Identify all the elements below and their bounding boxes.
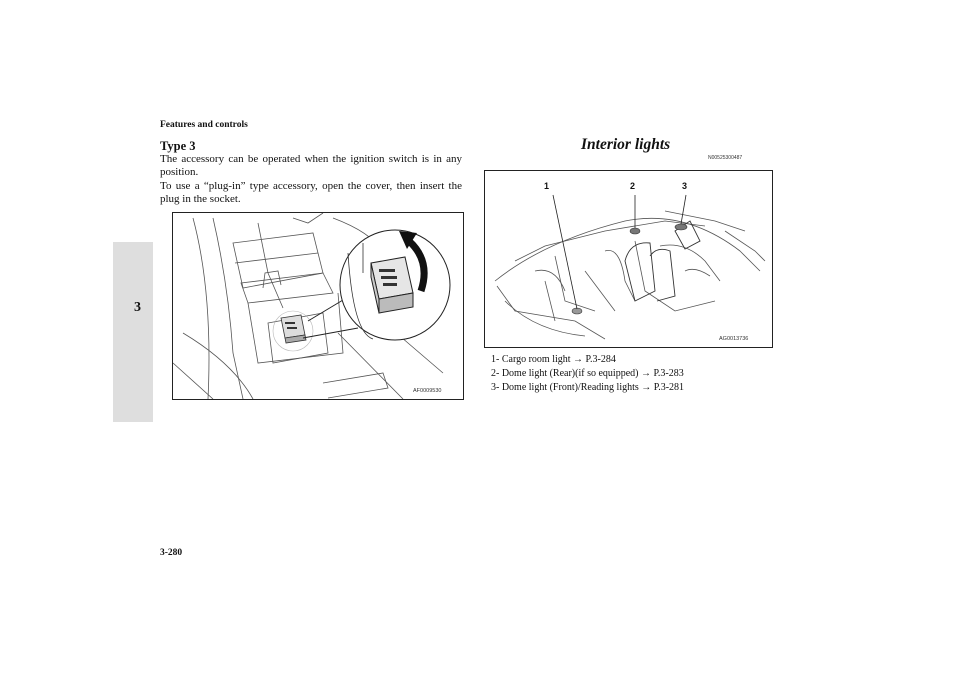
chapter-number: 3: [134, 300, 141, 315]
accessory-socket-figure: [172, 212, 464, 400]
figure-code-right: AG0013736: [719, 336, 749, 342]
paragraph-ignition: The accessory can be operated when the ignition switch is in any position.: [160, 153, 462, 178]
reference-code: N00525300487: [708, 155, 743, 161]
callout-3: 3: [682, 181, 688, 191]
section-header: Features and controls: [160, 120, 248, 130]
subheading-type-3: Type 3: [160, 139, 196, 153]
car-cutaway-illustration: [485, 171, 772, 347]
page-number: 3-280: [160, 548, 183, 558]
figure-code-left: AF0009530: [413, 388, 442, 394]
list-item-dome-light-rear: 2- Dome light (Rear)(if so equipped) → P.3-283: [491, 368, 684, 379]
page-title: Interior lights: [581, 136, 671, 153]
interior-lights-figure: [484, 170, 773, 348]
list-item-cargo-room-light: 1- Cargo room light → P.3-284: [491, 354, 616, 365]
paragraph-plug-in: To use a “plug-in” type accessory, open the cover, then insert the plug in the socket.: [160, 180, 462, 205]
callout-1: 1: [544, 181, 550, 191]
list-item-dome-light-front: 3- Dome light (Front)/Reading lights → P.3-281: [491, 382, 685, 393]
callout-2: 2: [630, 181, 636, 191]
chapter-tab: [113, 242, 153, 422]
console-illustration: [173, 213, 463, 399]
